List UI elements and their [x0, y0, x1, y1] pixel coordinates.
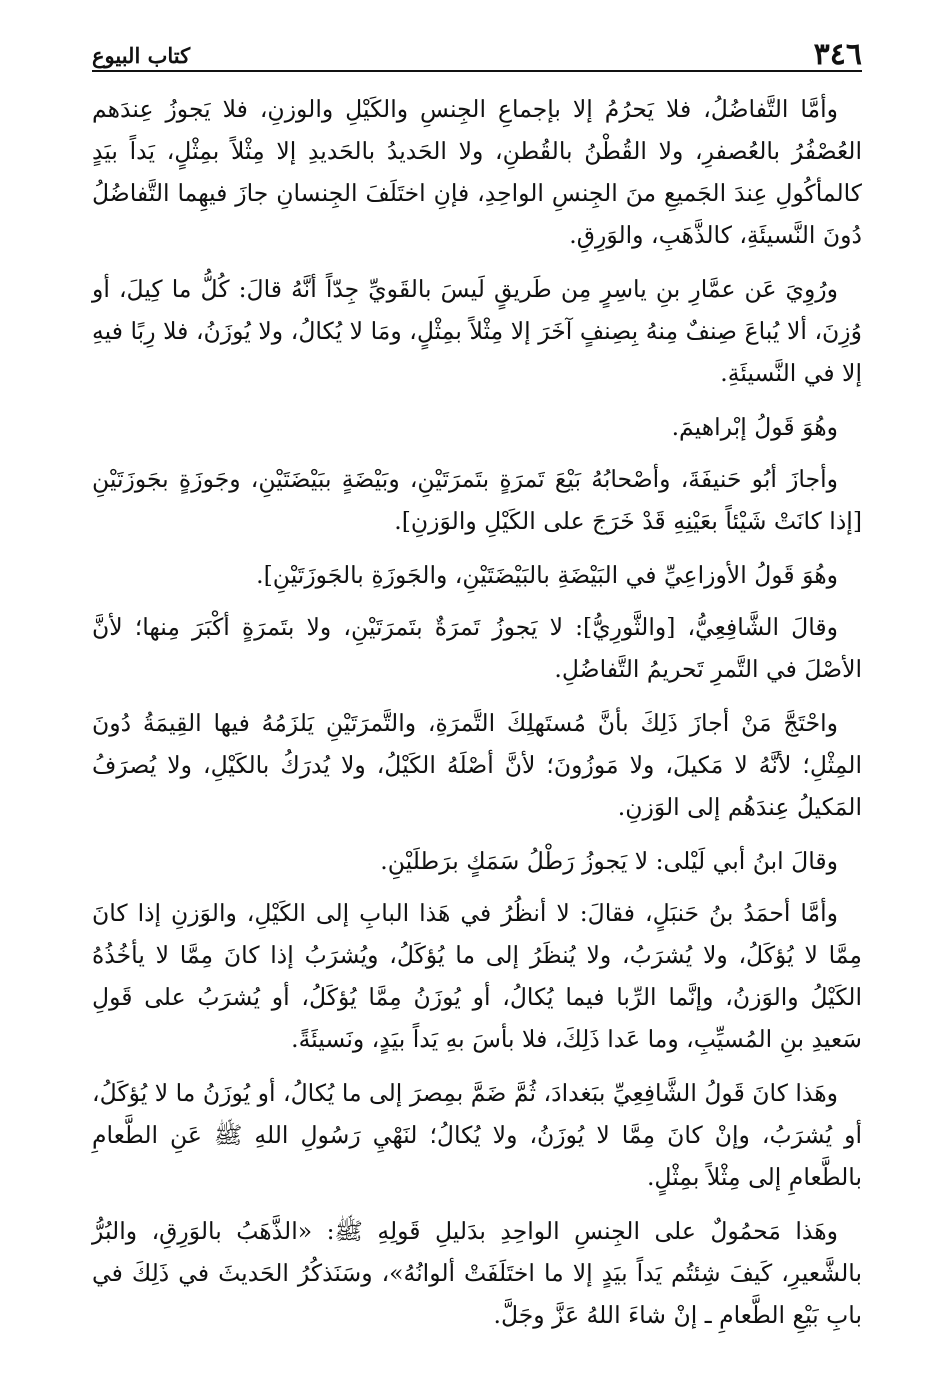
paragraph: وهُوَ قَولُ الأوزاعِيِّ في البَيْضَةِ بالبَيْضَتَيْنِ، والجَوزَةِ بالجَوزَتَيْنِ].: [256, 561, 838, 589]
paragraph: وقالَ ابنُ أبي لَيْلى: لا يَجوزُ رَطْلُ سَمَكٍ برَطلَيْنِ.: [380, 847, 838, 875]
paragraph: وأمَّا التَّفاضُلُ، فلا يَحرُمُ إلا بإجماعِ الجِنسِ والكَيْلِ والوزنِ، فلا يَجوزُ عِندَهم العُصْفُرُ بالعُصفرِ، ولا القُطْنُ بالقُطنِ، ولا الحَديدُ بالحَديدِ إلا مِثْلاً بمِثْلٍ، يَداً بيَدٍ كالمأكُولِ عِندَ الجَميعِ منَ الجِنسِ الواحِدِ، فإنِ اختَلَفَ الجِنسانِ جازَ فيهِما التَّفاضُلُ دُونَ النَّسيئَةِ، كالذَّهَبِ، والوَرِقِ.: [92, 95, 862, 249]
paragraph: واحْتَجَّ مَنْ أجازَ ذَلِكَ بأنَّ مُستَهلِكَ التَّمرَةِ، والتَّمرَتَيْنِ يَلزَمُهُ فيها القِيمَةُ دُونَ المِثْلِ؛ لأنَّهُ لا مَكيلَ، ولا مَوزُونَ؛ لأنَّ أصْلَهُ الكَيْلُ، ولا يُدرَكُ بالكَيْلِ، ولا يُصرَفُ المَكيلُ عِندَهُم إلى الوَزنِ.: [92, 709, 862, 821]
page-number: ٣٤٦: [813, 37, 862, 72]
paragraph: وقالَ الشَّافِعِيُّ، [والثَّورِيُّ]: لا يَجوزُ تَمرَةٌ بتَمرَتَيْنِ، ولا بتَمرَةٍ أكْبَرَ مِنها؛ لأنَّ الأصْلَ في التَّمرِ تَحريمُ التَّفاضُلِ.: [92, 613, 862, 683]
paragraph: وهُوَ قَولُ إبْراهيمَ.: [671, 413, 838, 441]
paragraph: ورُوِيَ عَن عمَّارِ بنِ ياسِرٍ مِن طَريقٍ لَيسَ بالقَويِّ جِدّاً أنَّهُ قالَ: كُلُّ ما كِيلَ، أو وُزِنَ، ألا يُباعَ صِنفٌ مِنهُ بِصِنفٍ آخَرَ إلا مِثْلاً بمِثْلٍ، ومَا لا يُكالُ، ولا يُوزَنُ، فلا رِبًا فيهِ إلا في النَّسيئَةِ.: [92, 275, 862, 387]
paragraph: وأجازَ أبُو حَنيفَةَ، وأصْحابُهُ بَيْعَ تَمرَةٍ بتَمرَتَيْنِ، وبَيْضَةٍ ببَيْضَتَيْنِ، وجَوزَةٍ بجَوزَتَيْنِ [إذا كانَتْ شَيْئاً بعَيْنِهِ قَدْ خَرَجَ على الكَيْلِ والوَزنِ].: [92, 465, 862, 535]
paragraph: وهَذا مَحمُولٌ على الجِنسِ الواحِدِ بدَليلِ قَولِهِ ﷺ: «الذَّهَبُ بالوَرِقِ، والبُرُّ بالشَّعيرِ، كَيفَ شِئتُم يَداً بيَدٍ إلا ما اختَلَفَتْ ألوانُهُ»، وسَنَذكُرُ الحَديثَ في ذَلِكَ في بابِ بَيْعِ الطَّعامِ ـ إنْ شاءَ اللهُ عَزَّ وجَلَّ.: [92, 1217, 862, 1329]
paragraph: وهَذا كانَ قَولُ الشَّافِعِيِّ ببَغدادَ، ثُمَّ ضَمَّ بمِصرَ إلى ما يُكالُ، أو يُوزَنُ ما لا يُؤكَلُ، أو يُشرَبُ، وإنْ كانَ مِمَّا لا يُوزَنُ، ولا يُكالُ؛ لنَهْيِ رَسُولِ اللهِ ﷺ عَنِ الطَّعامِ بالطَّعامِ إلى مِثْلاً بمِثْلٍ.: [92, 1079, 862, 1191]
paragraph: وأمَّا أحمَدُ بنُ حَنبَلٍ، فقالَ: لا أنظُرُ في هَذا البابِ إلى الكَيْلِ، والوَزنِ إذا كانَ مِمَّا لا يُؤكَلُ، ولا يُشرَبُ، ولا يُنظَرُ إلى ما يُؤكَلُ، ويُشرَبُ إذا كانَ مِمَّا لا يأخُذُهُ الكَيْلُ والوَزنُ، وإنَّما الرِّبا فيما يُكالُ، أو يُوزَنُ مِمَّا يُؤكَلُ، أو يُشرَبُ على قَولِ سَعيدِ بنِ المُسيِّبِ، وما عَدا ذَلِكَ، فلا بأسَ بهِ يَداً بيَدٍ، ونَسيئَةً.: [92, 899, 862, 1053]
running-title: كتاب البيوع: [92, 43, 191, 68]
page-header: [92, 26, 862, 72]
body-text: [92, 88, 862, 1336]
